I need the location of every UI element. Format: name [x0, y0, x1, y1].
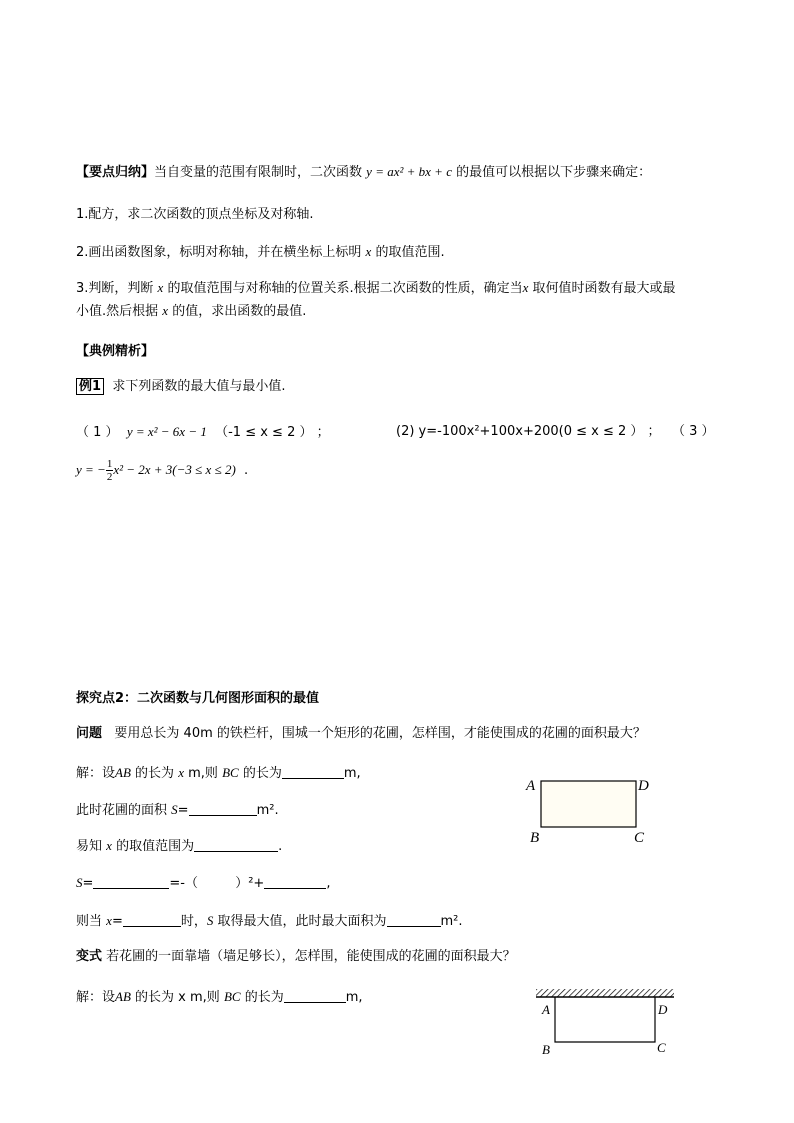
step-3-cont: 小值.然后根据 x 的值，求出函数的最值. [76, 303, 307, 319]
max-line: 则当 x= 时，S 取得最大值，此时最大面积为 m². [76, 913, 463, 929]
solution-line-1: 解：设AB 的长为 x m,则 BC 的长为 m, [76, 765, 361, 781]
example-1 [76, 378, 285, 396]
step-2: 2.画出函数图象，标明对称轴，并在横坐标上标明 x 的取值范围. [76, 244, 445, 260]
wall-label-a: A [542, 1002, 550, 1017]
blank-bc-length-2[interactable] [284, 988, 346, 1003]
blank-bc-length[interactable] [282, 764, 344, 779]
example-heading: 【典例精析】 [76, 344, 155, 359]
fence-shape [555, 997, 655, 1042]
explore-heading: 探究点2：二次函数与几何图形面积的最值 [76, 691, 320, 706]
solution-line-2: 解：设AB 的长为 x m,则 BC 的长为 m, [76, 989, 363, 1005]
wall-label-d: D [658, 1002, 668, 1017]
fraction: $\frac{1}{2}$ [106, 458, 113, 483]
example-prompt: 求下列函数的最大值与最小值. [112, 379, 286, 394]
step-1: 1.配方，求二次函数的顶点坐标及对称轴. [76, 207, 314, 222]
summary-formula: y = ax² + bx + c [366, 164, 452, 179]
blank-s-expr[interactable] [93, 874, 169, 889]
label-b: B [530, 830, 540, 846]
summary-line [76, 163, 651, 182]
label-d: D [638, 778, 649, 794]
summary-outro: 的最值可以根据以下步骤来确定： [456, 165, 652, 180]
s-expression-line: S= =-（ ）²+ , [76, 875, 331, 891]
blank-max-area[interactable] [387, 912, 441, 927]
wall-rectangle-figure [530, 984, 680, 1060]
problem-line: 问题 要用总长为 40m 的铁栏杆，围城一个矩形的花圃，怎样围，才能使围成的花圃的面积最大？ [76, 726, 646, 741]
blank-constant[interactable] [264, 874, 326, 889]
range-line: 易知 x 的取值范围为 . [76, 838, 283, 854]
label-a: A [526, 778, 536, 794]
blank-area[interactable] [189, 801, 257, 816]
area-line: 此时花圃的面积 S= m². [76, 802, 279, 818]
variant-line: 变式 若花圃的一面靠墙（墙足够长），怎样围，能使围成的花圃的面积最大？ [76, 949, 516, 964]
wall-label-b: B [542, 1042, 550, 1057]
example-problem-3-num: （ 3 ） [672, 424, 715, 439]
blank-x-value[interactable] [123, 912, 181, 927]
summary-intro: 当自变量的范围有限制时，二次函数 [154, 165, 363, 180]
summary-title: 【要点归纳】 [76, 165, 155, 180]
example-label: 例1 [76, 378, 104, 395]
step-3: 3.判断，判断 x 的取值范围与对称轴的位置关系.根据二次函数的性质，确定当x 取何值时函数有最大或最 [76, 280, 676, 296]
example-problems: （ 1 ） y = x² − 6x − 1 （-1 ≤ x ≤ 2 ） ； [76, 424, 330, 440]
rectangle-figure [520, 772, 660, 848]
wall-label-c: C [657, 1040, 666, 1055]
label-c: C [634, 830, 645, 846]
example-problem-2: (2) y=-100x²+100x+200(0 ≤ x ≤ 2 ） ； [396, 424, 661, 439]
example-problem-3: y = − $\frac{1}{2}$ x² − 2x + 3(−3 ≤ x ≤ 2) . [76, 458, 249, 483]
rectangle-shape [541, 781, 636, 827]
wall-hatching [536, 989, 674, 997]
blank-range[interactable] [194, 837, 278, 852]
